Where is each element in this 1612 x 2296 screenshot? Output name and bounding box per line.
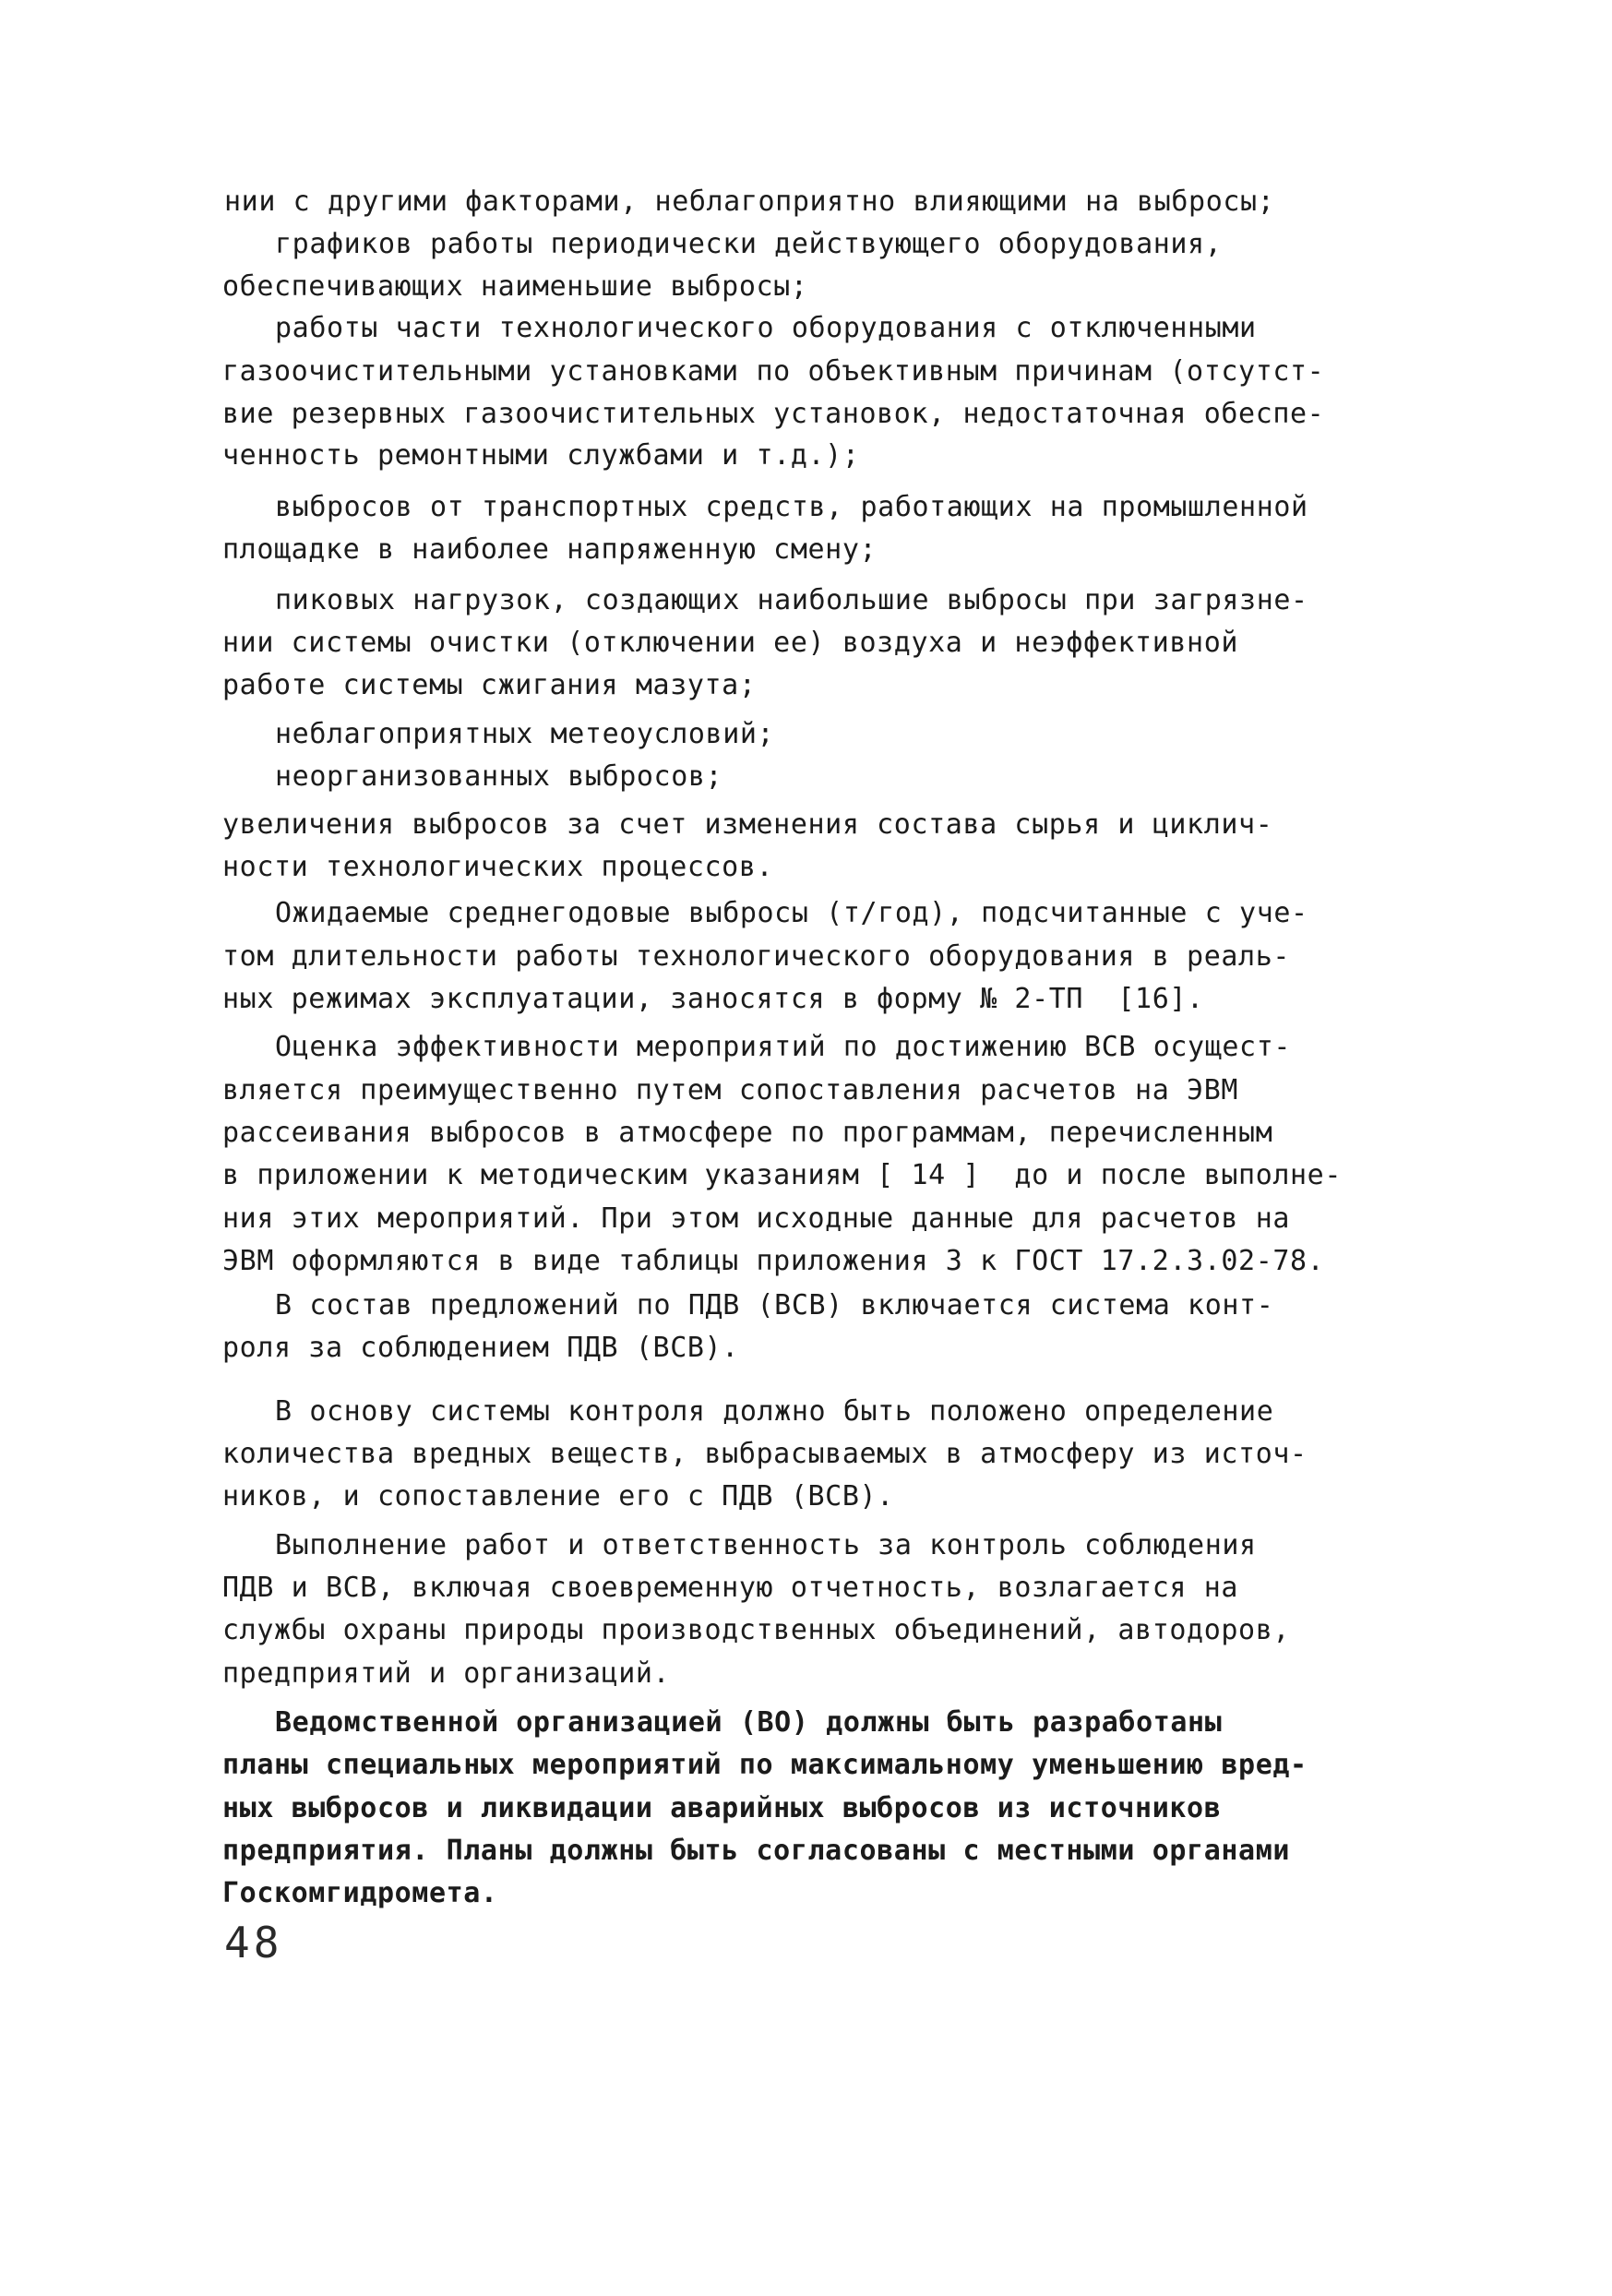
text-line: работы части технологического оборудования с отключенными <box>275 312 1257 344</box>
text-line: ных выбросов и ликвидации аварийных выбросов из источников <box>222 1792 1222 1824</box>
text-line: ЭВМ оформляются в виде таблицы приложения 3 к ГОСТ 17.2.3.02-78. <box>222 1245 1325 1277</box>
text-line: ности технологических процессов. <box>222 851 774 883</box>
text-line: ченность ремонтными службами и т.д.); <box>222 439 860 472</box>
text-line: графиков работы периодически действующего оборудования, <box>275 228 1223 260</box>
text-line: службы охраны природы производственных объединений, автодоров, <box>222 1614 1291 1646</box>
text-line: газоочистительными установками по объективным причинам (отсутст- <box>222 355 1325 388</box>
text-line: рассеивания выбросов в атмосфере по программам, перечисленным <box>222 1117 1273 1149</box>
text-line: ных режимах эксплуатации, заносятся в форму № 2-ТП [16]. <box>222 983 1204 1015</box>
text-line: предприятия. Планы должны быть согласованы с местными органами <box>222 1835 1291 1867</box>
text-line: планы специальных мероприятий по максимальному уменьшению вред- <box>222 1749 1308 1781</box>
text-line: Ожидаемые среднегодовые выбросы (т/год), подсчитанные с уче- <box>275 897 1308 929</box>
text-line: площадке в наиболее напряженную смену; <box>222 533 878 566</box>
text-line: ния этих мероприятий. При этом исходные данные для расчетов на <box>222 1202 1291 1235</box>
text-line: Ведомственной организацией (ВО) должны быть разработаны <box>275 1706 1223 1739</box>
text-line: неорганизованных выбросов; <box>275 760 723 793</box>
text-line: предприятий и организаций. <box>222 1657 671 1690</box>
text-line: вие резервных газоочистительных установок, недостаточная обеспе- <box>222 398 1325 430</box>
text-line: том длительности работы технологического оборудования в реаль- <box>222 940 1291 973</box>
text-line: Оценка эффективности мероприятий по достижению ВСВ осущест- <box>275 1031 1292 1063</box>
text-line: В состав предложений по ПДВ (ВСВ) включается система конт- <box>275 1289 1274 1321</box>
text-line: В основу системы контроля должно быть положено определение <box>275 1395 1274 1428</box>
text-line: ПДВ и ВСВ, включая своевременную отчетность, возлагается на <box>222 1572 1239 1604</box>
text-line: количества вредных веществ, выбрасываемых в атмосферу из источ- <box>222 1438 1308 1470</box>
text-line: выбросов от транспортных средств, работающих на промышленной <box>275 491 1308 523</box>
text-line: вляется преимущественно путем сопоставления расчетов на ЭВМ <box>222 1074 1239 1106</box>
text-line: пиковых нагрузок, создающих наибольшие выбросы при загрязне- <box>275 584 1308 616</box>
text-line: в приложении к методическим указаниям [ 14 ] до и после выполне- <box>222 1159 1342 1191</box>
text-line: неблагоприятных метеоусловий; <box>275 718 775 750</box>
text-line: ников, и сопоставление его с ПДВ (ВСВ). <box>222 1480 894 1513</box>
text-line: нии системы очистки (отключении ее) воздуха и неэффективной <box>222 627 1239 659</box>
text-line: Госкомгидромета. <box>222 1877 498 1909</box>
text-line: обеспечивающих наименьшие выбросы; <box>222 270 808 303</box>
text-line: нии с другими факторами, неблагоприятно влияющими на выбросы; <box>224 185 1275 218</box>
text-line: Выполнение работ и ответственность за контроль соблюдения <box>275 1529 1257 1561</box>
text-line: увеличения выбросов за счет изменения состава сырья и циклич- <box>222 808 1273 841</box>
page-number: 48 <box>224 1918 283 1967</box>
text-line: работе системы сжигания мазута; <box>222 669 757 701</box>
text-line: роля за соблюдением ПДВ (ВСВ). <box>222 1332 739 1364</box>
